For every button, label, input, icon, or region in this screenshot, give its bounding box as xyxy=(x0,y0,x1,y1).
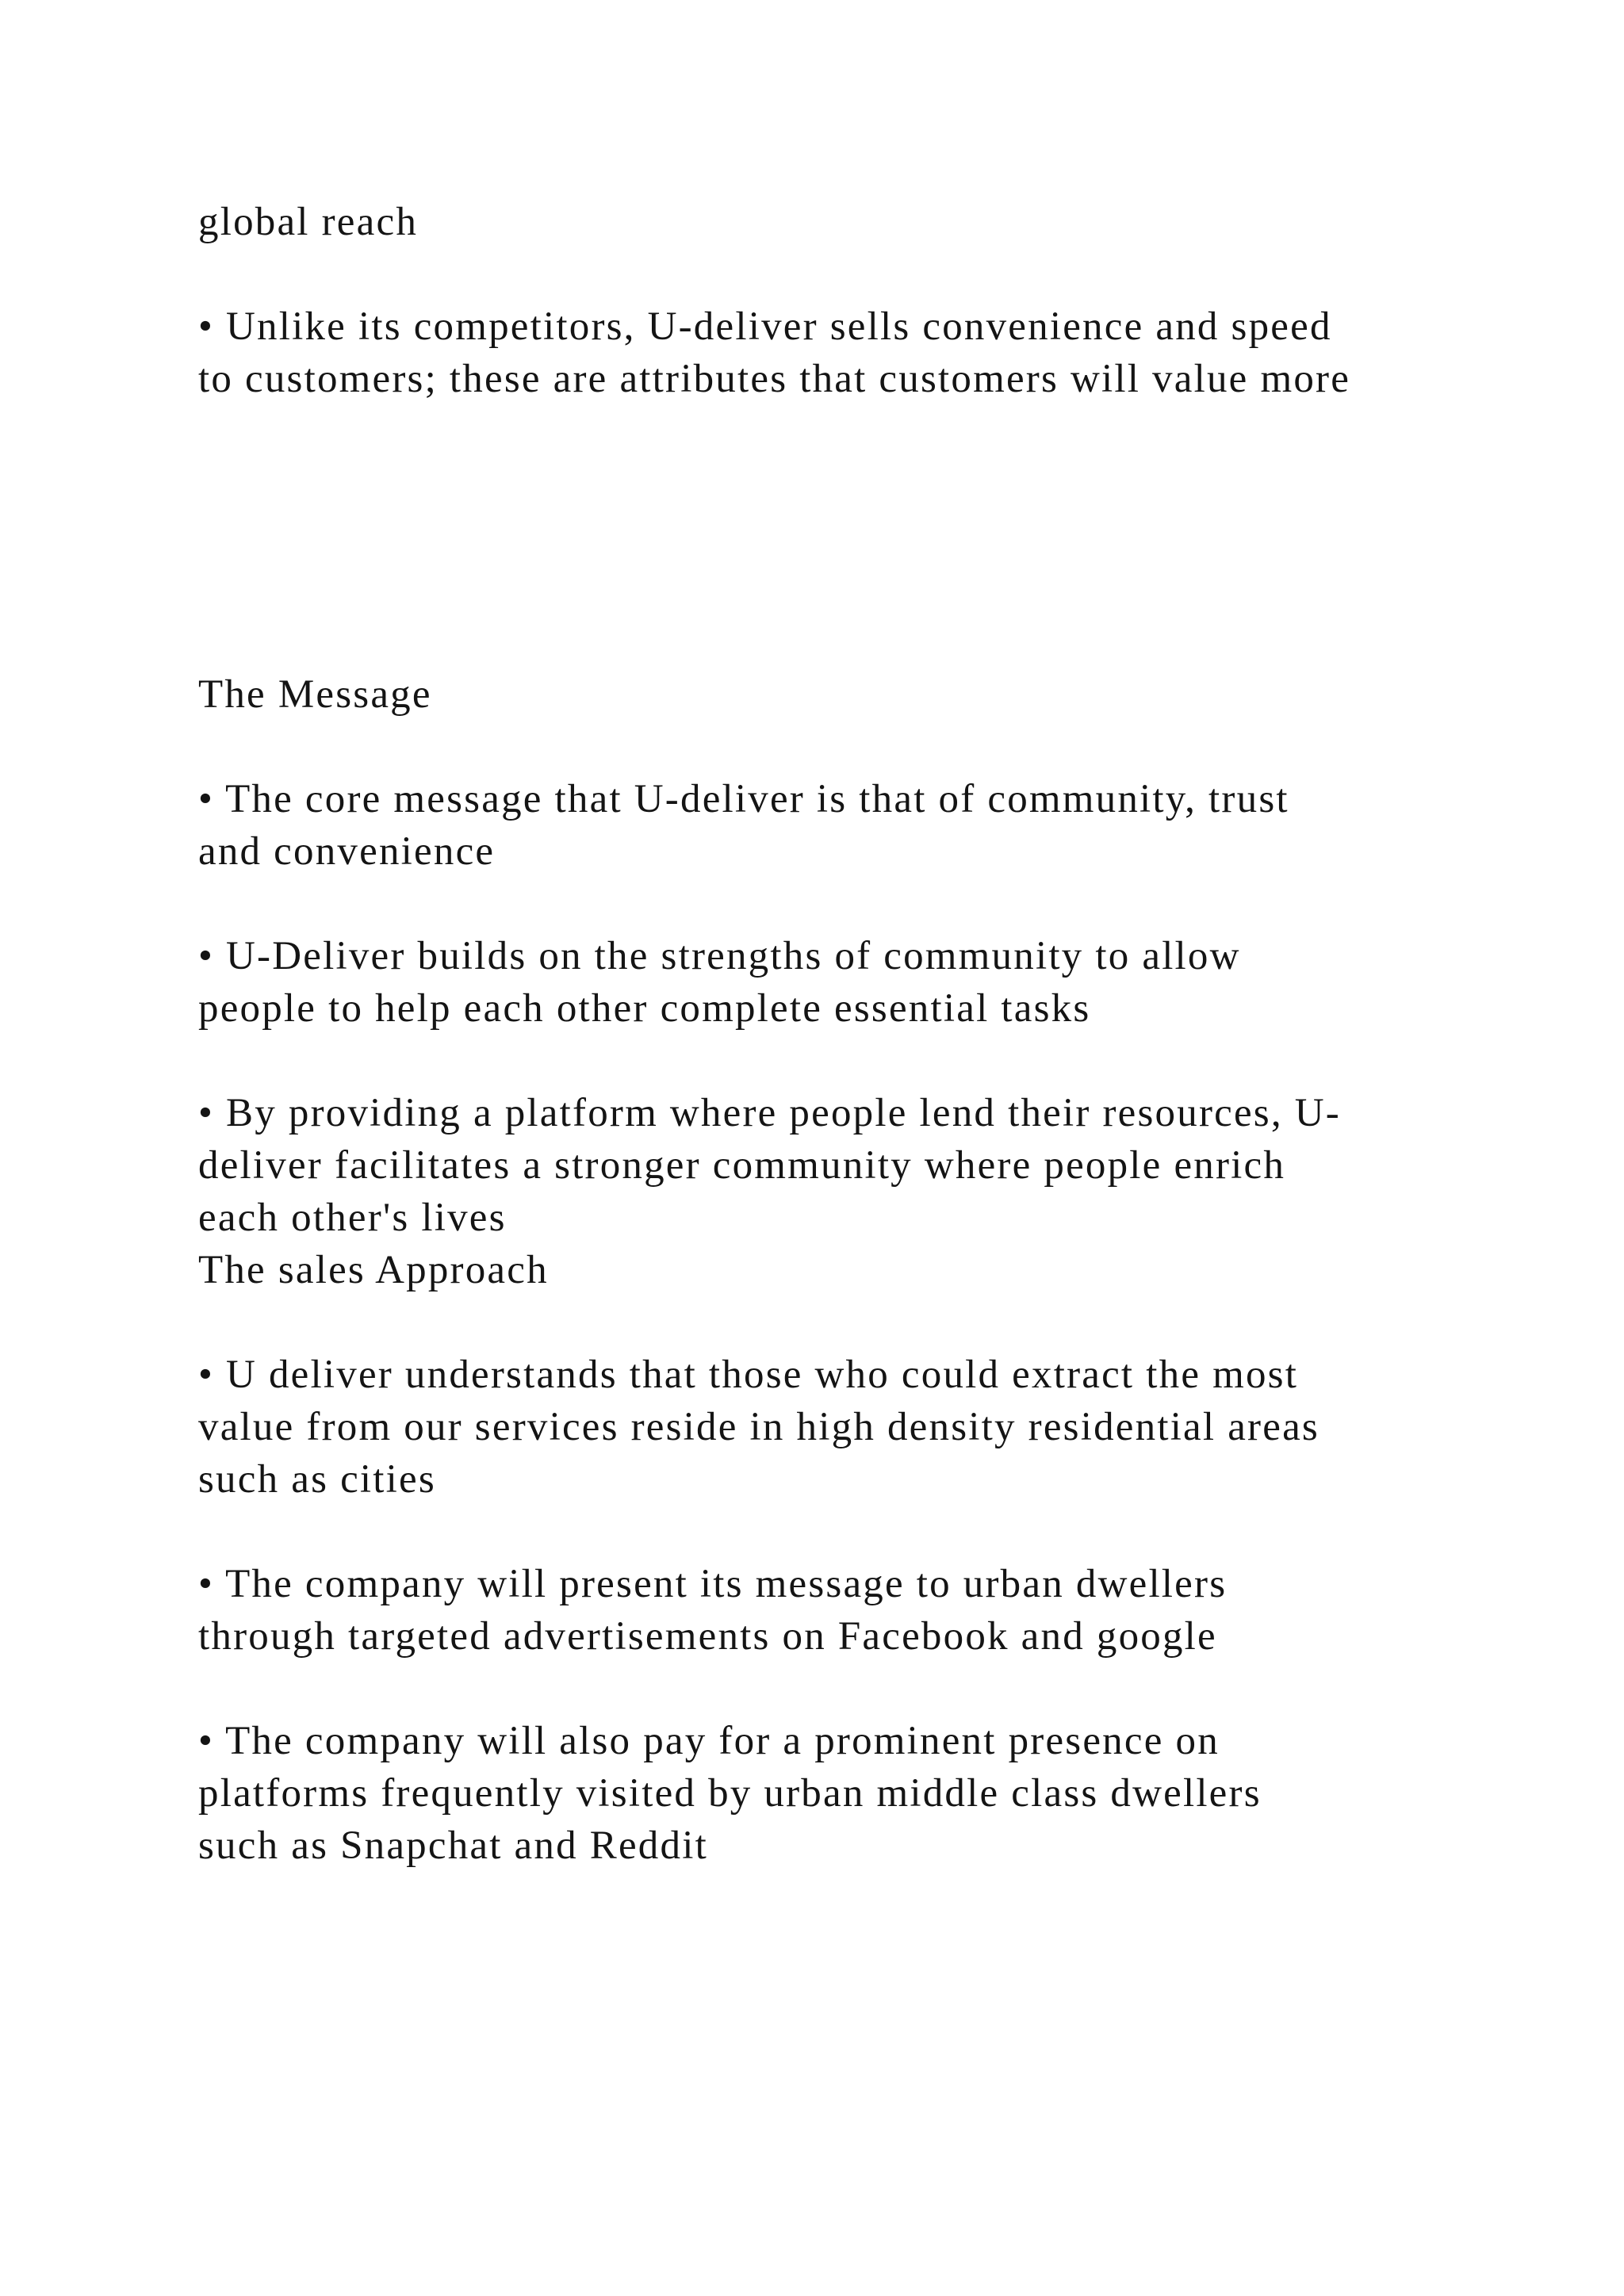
bullet-understands-line-3: such as cities xyxy=(198,1457,436,1502)
bullet-understands-line-1: • U deliver understands that those who could extract the most xyxy=(198,1353,1299,1397)
bullet-understands-line-2: value from our services reside in high density residential areas xyxy=(198,1405,1320,1449)
bullet-community-line-1: • U-Deliver builds on the strengths of community to allow xyxy=(198,934,1241,978)
text-line-global-reach: global reach xyxy=(198,200,419,244)
bullet-core-message-line-1: • The core message that U-deliver is that of community, trust xyxy=(198,777,1289,821)
bullet-competitors-line-2: to customers; these are attributes that customers will value more xyxy=(198,357,1351,401)
bullet-platform-line-2: deliver facilitates a stronger community where people enrich xyxy=(198,1143,1286,1188)
bullet-presence-line-3: such as Snapchat and Reddit xyxy=(198,1823,708,1868)
bullet-core-message-line-2: and convenience xyxy=(198,829,496,874)
bullet-platform-line-3: each other's lives xyxy=(198,1196,507,1240)
bullet-community-line-2: people to help each other complete essential tasks xyxy=(198,986,1091,1031)
bullet-platform-line-1: • By providing a platform where people lend their resources, U- xyxy=(198,1091,1341,1135)
bullet-presence-line-2: platforms frequently visited by urban middle class dwellers xyxy=(198,1771,1262,1816)
bullet-present-line-1: • The company will present its message to urban dwellers xyxy=(198,1562,1228,1606)
section-heading-message: The Message xyxy=(198,672,432,717)
bullet-presence-line-1: • The company will also pay for a prominent presence on xyxy=(198,1719,1220,1763)
section-heading-sales-approach: The sales Approach xyxy=(198,1248,549,1292)
bullet-present-line-2: through targeted advertisements on Facebook and google xyxy=(198,1614,1217,1659)
bullet-competitors-line-1: • Unlike its competitors, U-deliver sells convenience and speed xyxy=(198,304,1332,349)
